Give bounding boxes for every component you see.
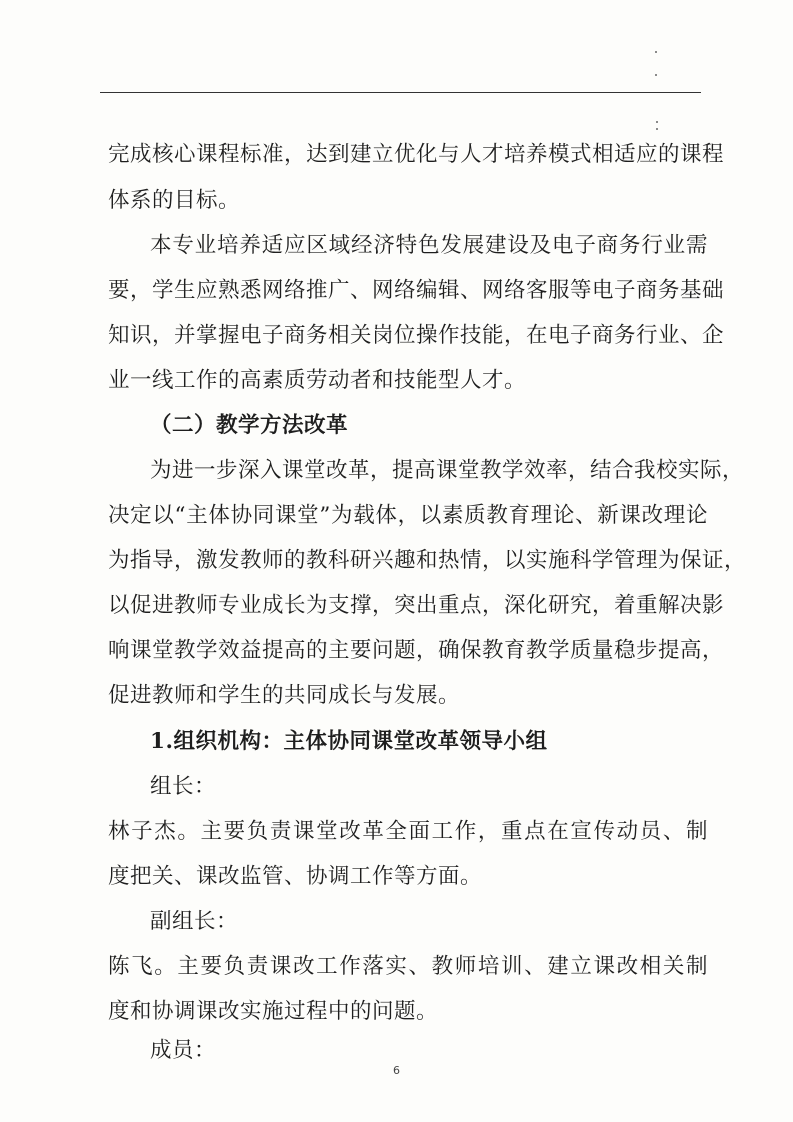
subsection-heading: 1.组织机构：主体协同课堂改革领导小组	[150, 729, 548, 754]
paragraph-line: 度和协调课改实施过程中的问题。	[108, 999, 439, 1024]
role-label: 副组长：	[150, 909, 239, 934]
paragraph-line: 为进一步深入课堂改革，提高课堂教学效率，结合我校实际，	[150, 458, 745, 483]
paragraph-line: 以促进教师专业成长为支撑，突出重点，深化研究，着重解决影	[108, 593, 725, 618]
paragraph-line: 林子杰。主要负责课堂改革全面工作，重点在宣传动员、制	[108, 819, 708, 844]
paragraph-line: 本专业培养适应区域经济特色发展建设及电子商务行业需	[150, 233, 708, 258]
header-rule	[100, 92, 701, 93]
paragraph-line: 业一线工作的高素质劳动者和技能型人才。	[108, 368, 527, 393]
role-label: 成员：	[150, 1038, 217, 1063]
paragraph-line: 要，学生应熟悉网络推广、网络编辑、网络客服等电子商务基础	[108, 278, 725, 303]
paragraph-line: 为指导，激发教师的教科研兴趣和热情，以实施科学管理为保证，	[108, 548, 747, 573]
paragraph-line: 完成核心课程标准，达到建立优化与人才培养模式相适应的课程	[108, 142, 725, 167]
paragraph-line: 度把关、课改监管、协调工作等方面。	[108, 864, 483, 889]
paragraph-line: 知识，并掌握电子商务相关岗位操作技能，在电子商务行业、企	[108, 323, 725, 348]
scan-speck	[656, 128, 658, 130]
role-label: 组长：	[150, 774, 217, 799]
paragraph-line: 陈飞。主要负责课改工作落实、教师培训、建立课改相关制	[108, 954, 708, 979]
paragraph-line: 体系的目标。	[108, 188, 241, 213]
scan-speck	[655, 74, 657, 76]
paragraph-line: 响课堂教学效益提高的主要问题，确保教育教学质量稳步提高，	[108, 638, 725, 663]
scan-speck	[655, 51, 657, 53]
section-heading: （二）教学方法改革	[150, 413, 349, 438]
page-number: 6	[393, 1064, 400, 1077]
paragraph-line: 促进教师和学生的共同成长与发展。	[108, 683, 461, 708]
scan-speck	[656, 121, 658, 123]
paragraph-line: 决定以“主体协同课堂”为载体，以素质教育理论、新课改理论	[108, 503, 708, 528]
